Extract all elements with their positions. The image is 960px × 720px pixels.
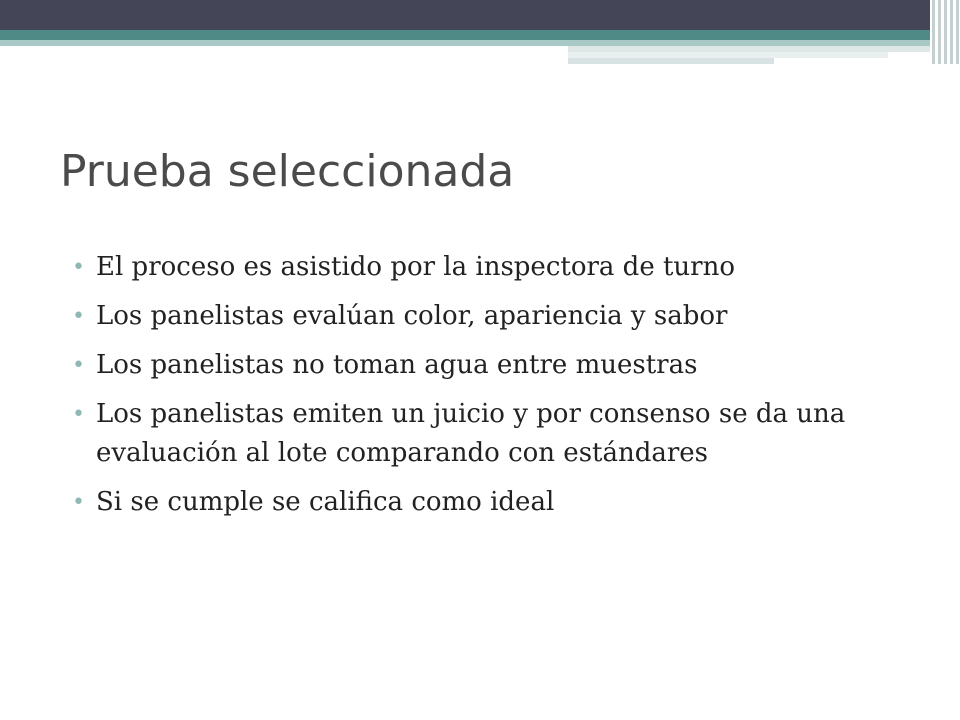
bullet-dot-icon: • [72,402,85,427]
bullet-item [72,346,892,385]
bullet-text: Si se cumple se califica como ideal [96,487,555,517]
header-accent-band [0,30,930,40]
header-band [0,0,930,30]
bullet-list [72,248,892,532]
bullet-item [72,395,892,473]
bullet-item [72,248,892,287]
bullet-item [72,483,892,522]
header-stripes [930,0,960,64]
slide-title: Prueba seleccionada [60,146,515,197]
bullet-text: Los panelistas evalúan color, apariencia y sabor [96,301,728,331]
bullet-dot-icon: • [72,304,85,329]
bullet-item [72,297,892,336]
bullet-dot-icon: • [72,255,85,280]
bullet-dot-icon: • [72,490,85,515]
bullet-dot-icon: • [72,353,85,378]
header-shade [568,58,774,64]
bullet-text: El proceso es asistido por la inspectora de turno [96,252,735,282]
bullet-text: Los panelistas emiten un juicio y por consenso se da una evaluación al lote comparando con estándares [96,399,846,468]
bullet-text: Los panelistas no toman agua entre muestras [96,350,698,380]
